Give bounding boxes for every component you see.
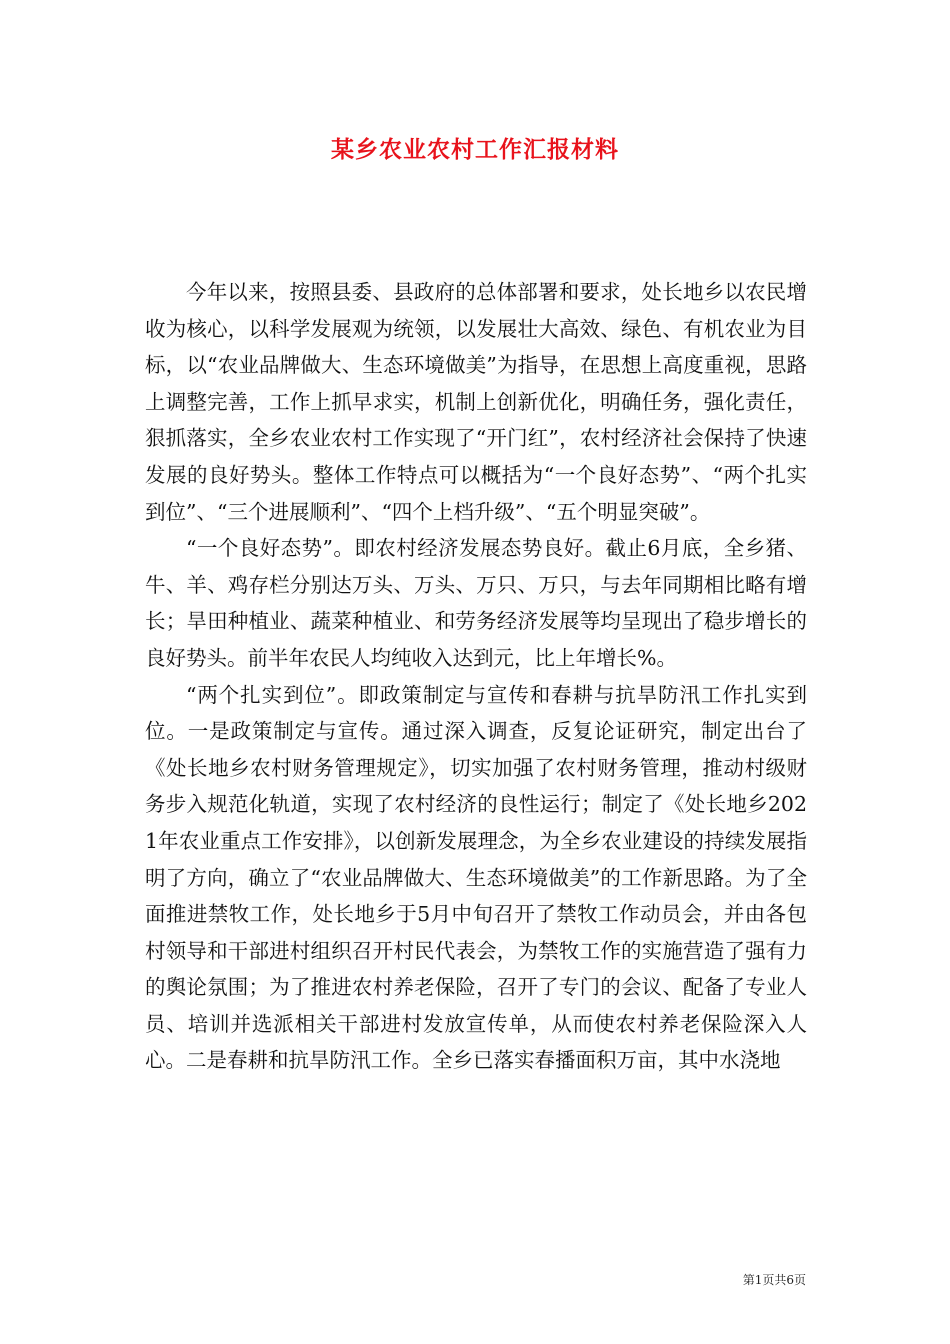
paragraph-intro: 今年以来，按照县委、县政府的总体部署和要求，处长地乡以农民增收为核心，以科学发展观为统领，以发展壮大高效、绿色、有机农业为目标，以“农业品牌做大、生态环境做美”为指导，在思想上高度重视，思路上调整完善，工作上抓早求实，机制上创新优化，明确任务，强化责任，狠抓落实，全乡农业农村工作实现了“开门红”，农村经济社会保持了快速发展的良好势头。整体工作特点可以概括为“一个良好态势”、“两个扎实到位”、“三个进展顺利”、“四个上档升级”、“五个明显突破”。 <box>145 280 807 524</box>
page-number: 第1页共6页 <box>742 1273 806 1287</box>
document-body <box>145 274 807 1079</box>
paragraph-two-solid: “两个扎实到位”。即政策制定与宣传和春耕与抗旱防汛工作扎实到位。一是政策制定与宣传。通过深入调查，反复论证研究，制定出台了《处长地乡农村财务管理规定》，切实加强了农村财务管理，推动村级财务步入规范化轨道，实现了农村经济的良性运行；制定了《处长地乡2021年农业重点工作安排》，以创新发展理念，为全乡农业建设的持续发展指明了方向，确立了“农业品牌做大、生态环境做美”的工作新思路。为了全面推进禁牧工作，处长地乡于5月中旬召开了禁牧工作动员会，并由各包村领导和干部进村组织召开村民代表会，为禁牧工作的实施营造了强有力的舆论氛围；为了推进农村养老保险，召开了专门的会议、配备了专业人员、培训并选派相关干部进村发放宣传单，从而使农村养老保险深入人心。二是春耕和抗旱防汛工作。全乡已落实春播面积万亩，其中水浇地 <box>145 682 807 1073</box>
document-title: 某乡农业农村工作汇报材料 <box>331 136 619 163</box>
paragraph-good-trend: “一个良好态势”。即农村经济发展态势良好。截止6月底，全乡猪、牛、羊、鸡存栏分别达万头、万头、万只、万只，与去年同期相比略有增长；旱田种植业、蔬菜种植业、和劳务经济发展等均呈现出了稳步增长的良好势头。前半年农民人均纯收入达到元，比上年增长%。 <box>145 536 807 670</box>
